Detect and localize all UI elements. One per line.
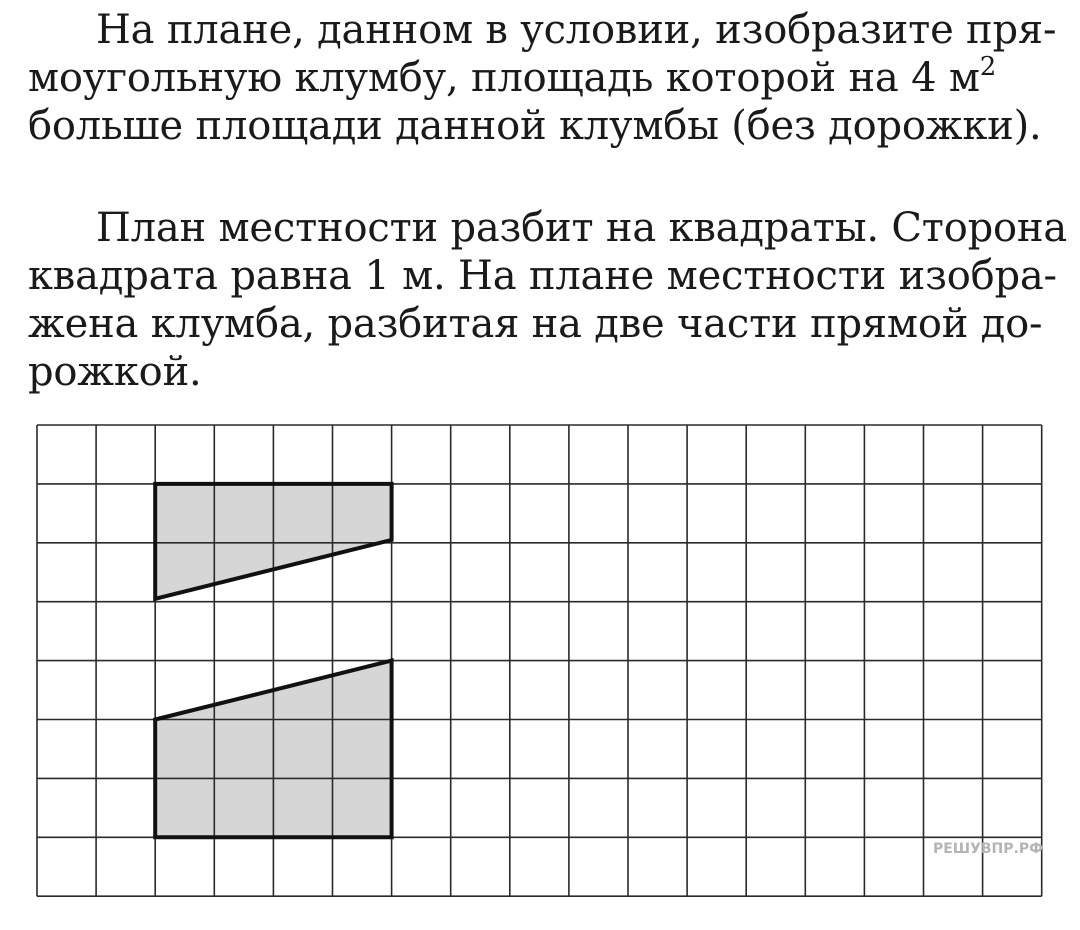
condition-line-4: рожкой. [28,349,202,395]
instruction-line-3: больше площади данной клумбы (без дорожки). [28,103,1042,149]
instruction-line-2-text: моугольную клумбу, площадь которой на 4 м [28,55,980,101]
condition-line-2: квадрата равна 1 м. На плане местности изобра- [28,253,1057,299]
instruction-line-1: На плане, данном в условии, изобразите пря- [96,7,1057,53]
condition-line-3: жена клумба, разбитая на две части прямой до- [28,301,1043,347]
area-unit-exponent: 2 [979,52,997,82]
condition-line-1: План местности разбит на квадраты. Сторона [96,205,1068,251]
site-watermark: РЕШУВПР.РФ [932,841,1043,857]
